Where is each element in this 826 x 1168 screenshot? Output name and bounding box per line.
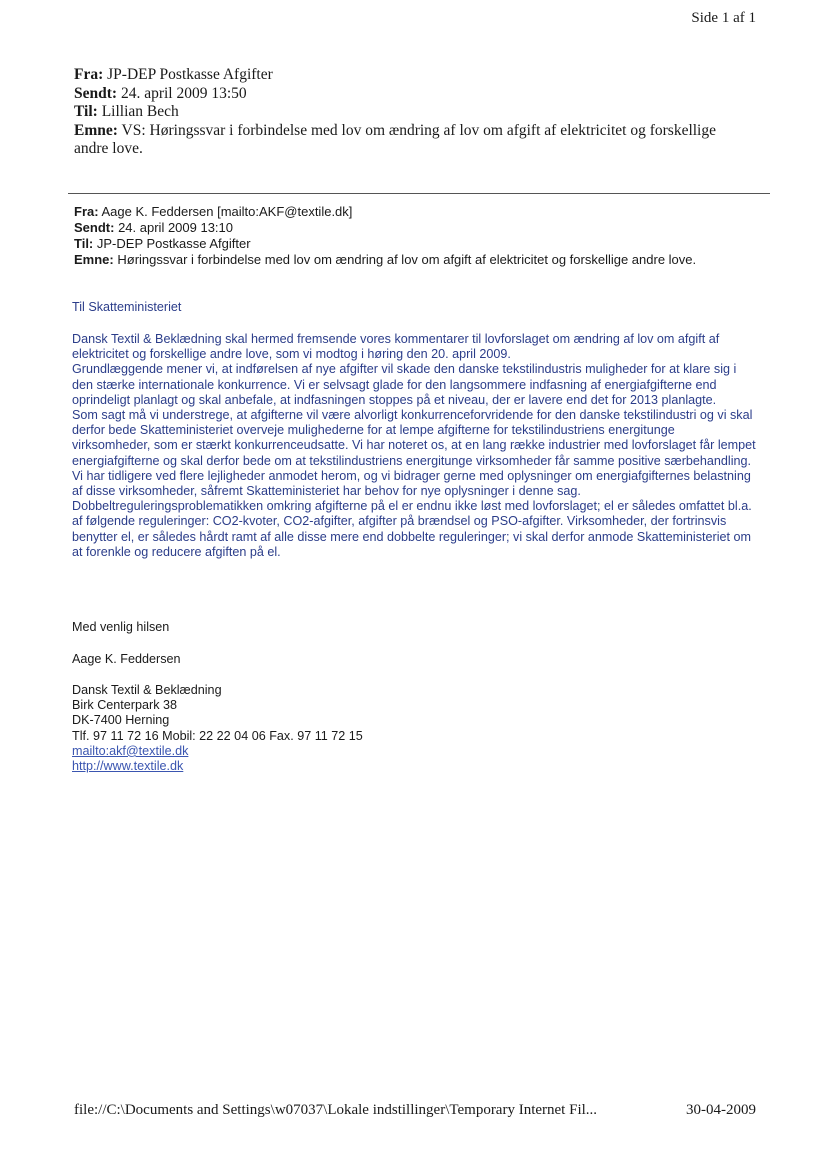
closing: Med venlig hilsen xyxy=(72,620,170,634)
inner-from-row xyxy=(74,204,774,220)
paragraph: Dobbeltreguleringsproblematikken omkring afgifterne på el er endnu ikke løst med lovforslaget; el er således omfattet bl.a. af følgende reguleringer: CO2-kvoter, CO2-afgifter, afgifter på brændsel og PSO-afgifter. Virksomheder, der fortrinsvis benytter el, er således hårdt ramt af alle disse mere end dobbelte reguleringer; vi skal derfor anmode Skatteministeriet om at forenkle og reducere afgiften på el. xyxy=(72,499,752,559)
inner-subject-value: Høringssvar i forbindelse med lov om ændring af lov om afgift af elektricitet og forskellige andre love. xyxy=(117,252,697,267)
paragraph: Som sagt må vi understrege, at afgifterne vil være alvorligt konkurrenceforvridende for den danske tekstilindustri og vi skal derfor bede Skatteministeriet overveje mulighederne for at lempe afgifterne for tekstilindustriens energitunge virksomheder, som er stærkt konkurrenceudsatte. Vi har noteret os, at en lang række industrier med lovforslaget får lempet energiafgifterne og skal derfor bede om at tekstilindustriens energitunge virksomheder får samme positive særbehandling. Vi har tidligere ved flere lejligheder anmodet herom, og vi bidrager gerne med oplysninger om energiafgifternes belastning af disse virksomheder, såfremt Skatteministeriet har behov for nye oplysninger i denne sag. xyxy=(72,408,756,499)
outer-email-header xyxy=(74,66,754,159)
greeting: Til Skatteministeriet xyxy=(72,300,182,314)
company-name: Dansk Textil & Beklædning xyxy=(72,683,222,697)
footer-date: 30-04-2009 xyxy=(686,1102,756,1118)
inner-sent-row xyxy=(74,220,774,236)
phone-line: Tlf. 97 11 72 16 Mobil: 22 22 04 06 Fax. 97 11 72 15 xyxy=(72,728,363,743)
page-number: Side 1 af 1 xyxy=(691,10,756,26)
inner-email-header xyxy=(74,204,774,268)
inner-subject-label: Emne: xyxy=(74,252,114,267)
street-address: Birk Centerpark 38 xyxy=(72,698,177,713)
outer-from-row xyxy=(74,66,754,85)
header-divider xyxy=(68,193,770,194)
outer-to-label: Til: xyxy=(74,103,98,120)
outer-subject-row xyxy=(74,122,754,159)
outer-sent-row xyxy=(74,85,754,104)
outer-sent-value: 24. april 2009 13:50 xyxy=(120,84,247,102)
outer-subject-value: VS: Høringssvar i forbindelse med lov om ændring af lov om afgift af elektricitet og forskellige andre love. xyxy=(74,121,716,157)
paragraph: Dansk Textil & Beklædning skal hermed fremsende vores kommentarer til lovforslaget om ændring af lov om afgift af elektricitet og forskellige andre love, som vi modtog i høring den 20. april 2009. xyxy=(72,332,720,362)
inner-from-label: Fra: xyxy=(74,204,99,219)
inner-to-value: JP-DEP Postkasse Afgifter xyxy=(96,236,251,251)
email-link[interactable]: mailto:akf@textile.dk xyxy=(72,743,189,758)
contact-block xyxy=(72,683,672,774)
inner-from-value: Aage K. Feddersen [mailto:AKF@textile.dk] xyxy=(101,204,353,219)
message-body xyxy=(72,332,756,560)
outer-to-row xyxy=(74,103,754,122)
inner-to-row xyxy=(74,236,774,252)
inner-to-label: Til: xyxy=(74,236,94,251)
footer-file-path: file://C:\Documents and Settings\w07037\Lokale indstillinger\Temporary Internet Fil... xyxy=(74,1102,598,1118)
inner-sent-value: 24. april 2009 13:10 xyxy=(118,220,234,235)
paragraph: Grundlæggende mener vi, at indførelsen af nye afgifter vil skade den danske tekstilindustris muligheder for at klare sig i den stærke internationale konkurrence. Vi er selvsagt glade for den langsommere indfasning af energiafgifterne end oprindeligt planlagt og skal anbefale, at indfasningen stoppes på et niveau, der er lavere end det for 2013 planlagte. xyxy=(72,362,737,407)
sender-name: Aage K. Feddersen xyxy=(72,652,181,666)
inner-sent-label: Sendt: xyxy=(74,220,115,235)
outer-from-label: Fra: xyxy=(74,66,104,83)
website-link[interactable]: http://www.textile.dk xyxy=(72,759,184,774)
outer-sent-label: Sendt: xyxy=(74,84,118,102)
city-address: DK-7400 Herning xyxy=(72,713,170,728)
outer-from-value: JP-DEP Postkasse Afgifter xyxy=(107,66,273,83)
outer-to-value: Lillian Bech xyxy=(101,103,179,120)
outer-subject-label: Emne: xyxy=(74,121,118,139)
inner-subject-row xyxy=(74,252,774,268)
